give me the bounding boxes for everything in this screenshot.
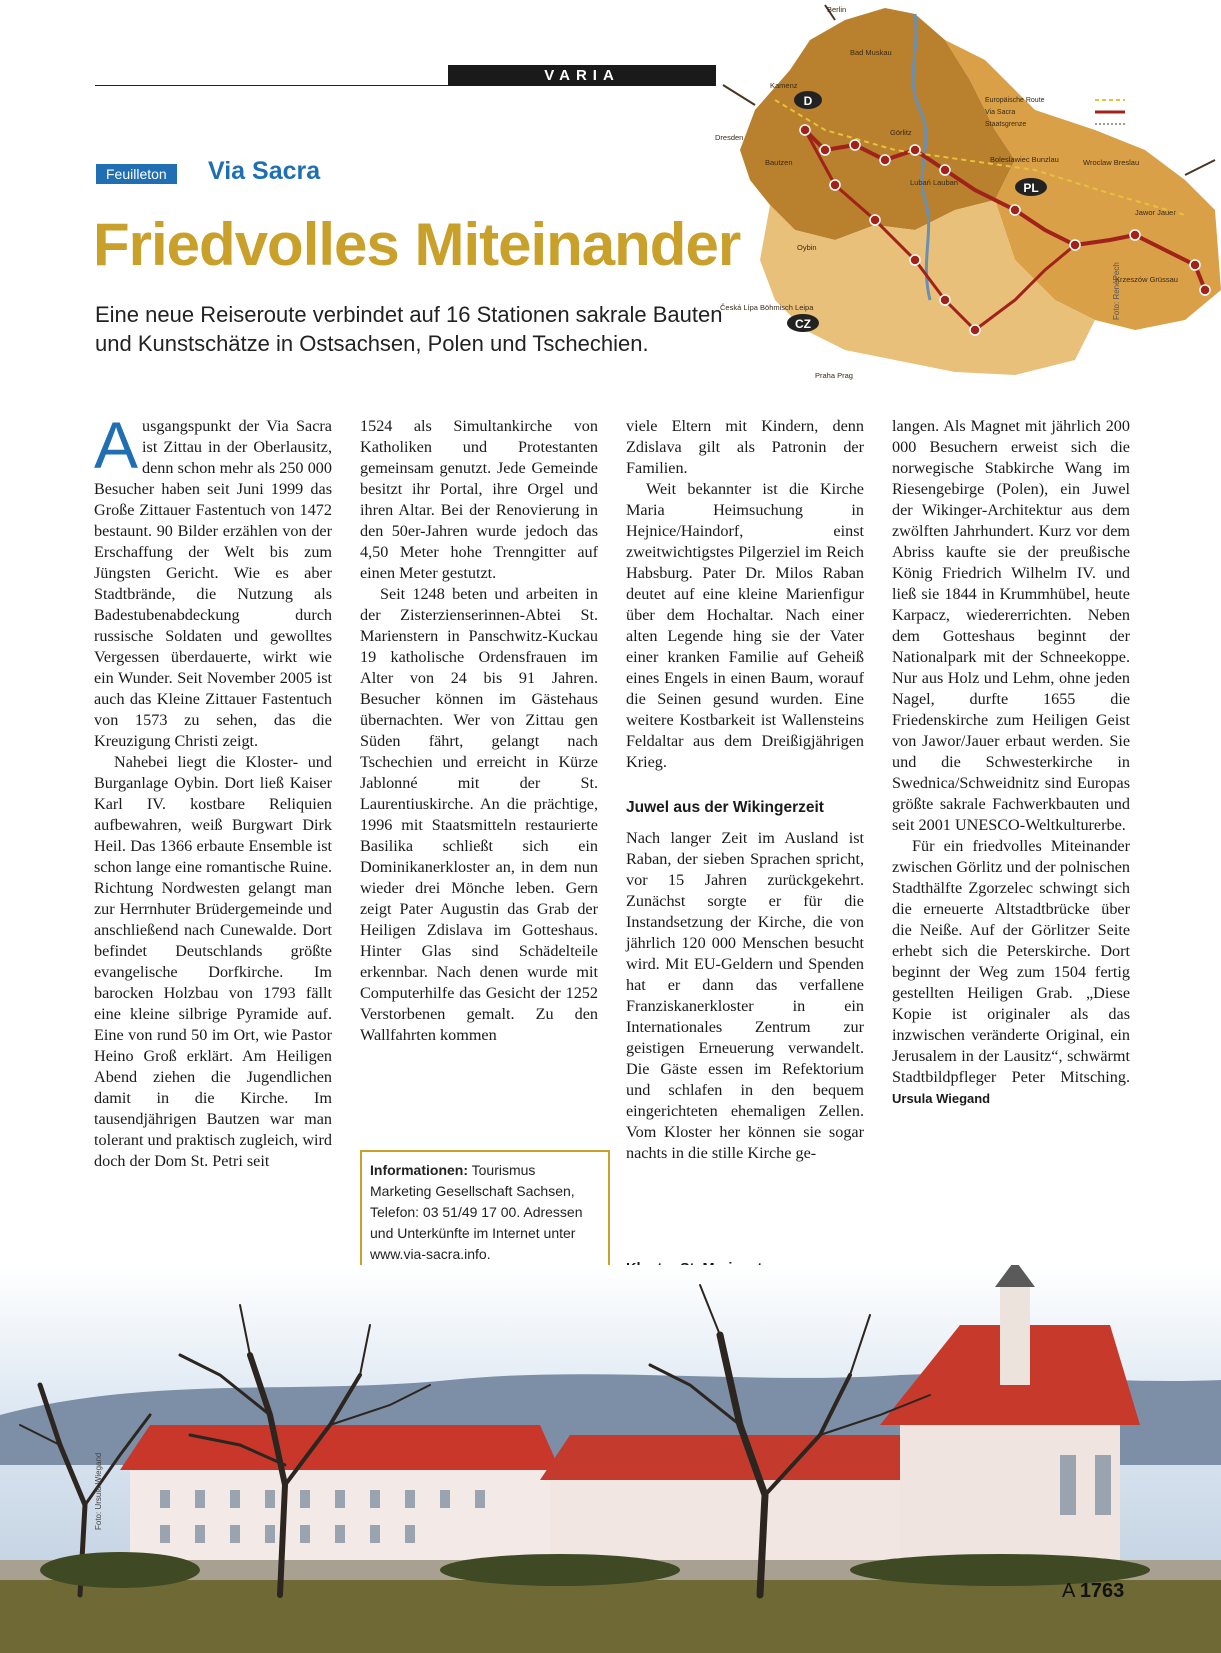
map-label: Wroclaw Breslau	[1083, 158, 1140, 167]
article-column-1	[94, 408, 332, 1172]
route-map	[715, 0, 1221, 410]
map-country-d: D	[803, 94, 813, 108]
svg-text:Europäische Route: Europäische Route	[985, 97, 1045, 104]
roof-left	[120, 1425, 560, 1470]
map-label: Bautzen	[765, 158, 793, 167]
church-body	[900, 1415, 1120, 1560]
building-wing-right	[550, 1475, 910, 1560]
map-station	[1130, 230, 1140, 240]
map-country-cz: CZ	[795, 317, 811, 331]
paragraph: Nahebei liegt die Kloster- und Burganlage Oybin. Dort ließ Kaiser Karl IV. kostbare Reliquien aufbewahren, weiß Burgwart Dirk Heil. Das 1366 erbaute Ensemble ist schon lange eine romantische Ruine. Richtung Nordwesten gelangt man zur Herrnhuter Brüdergemeinde und anschließend nach Cunewalde. Dort befindet Deutschlands größte evangelische Dorfkirche. Im barocken Holzbau von 1793 fällt eine kleine silbrige Pyramide auf. Eine von rund 50 im Ort, wie Pastor Heino Groß erklärt. Am Heiligen Abend ziehen die Jugendlichen damit in die Kirche. Im tausendjährigen Bautzen war man tolerant und praktisch zugleich, wird doch der Dom St. Petri seit	[94, 753, 332, 1170]
dek: Eine neue Reiseroute verbindet auf 16 Stationen sakrale Bauten und Kunstschätze in Ostsachsen, Polen und Tschechien.	[95, 302, 723, 356]
paragraph	[892, 836, 1130, 1109]
headline: Friedvolles Miteinander	[93, 211, 741, 278]
paragraph: viele Eltern mit Kindern, denn Zdislava gilt als Patronin der Familien.	[626, 417, 864, 477]
photo-credit: Foto: Ursula Wiegand	[94, 1452, 103, 1530]
map-label: Bad Muskau	[850, 48, 892, 57]
map-station	[830, 180, 840, 190]
map-label: Praha Prag	[815, 371, 853, 380]
map-credit: Foto: RenéPech	[1112, 262, 1121, 320]
paragraph: Nach langer Zeit im Ausland ist Raban, der sieben Sprachen spricht, vor 15 Jahren zurückgekehrt. Zunächst sorgte er für die Instandsetzung der Kirche, die von jährlich 120 000 Menschen besucht wird. Mit EU-Geldern und Spenden hat er dann das verfallene Franziskanerkloster in ein Internationales Zentrum zur geistigen Erneuerung verwandelt. Die Gäste essen im Refektorium und schlafen in den bequem eingerichteten ehemaligen Zellen. Vom Kloster her können sie sogar nachts in die stille Kirche ge-	[626, 829, 864, 1162]
map-country-pl: PL	[1023, 181, 1039, 195]
meadow	[0, 1575, 1221, 1653]
map-station	[910, 255, 920, 265]
author-byline: Ursula Wiegand	[892, 1091, 991, 1106]
map-arrow-east	[1185, 160, 1215, 175]
paragraph: 1524 als Simultankirche von Katholiken und Protestanten gemeinsam genutzt. Jede Gemeinde besitzt ihr Portal, ihre Orgel und ihren Altar. Bei der Renovierung in den 50er-Jahren wurde jedoch das 4,50 Meter hohe Trenngitter auf einen Meter gestutzt.	[360, 417, 598, 582]
map-label: Berlin	[827, 5, 847, 14]
paragraph: Weit bekannter ist die Kirche Maria Heimsuchung in Hejnice/Haindorf, einst zweitwichtigstes Pilgerziel im Reich Habsburg. Pater Dr. Milos Raban deutet auf eine kleine Marienfigur über dem Hochaltar. Nach einer alten Legende hing sie der Vater einer kranken Familie auf Geheiß eines Engels in einen Baum, worauf die Seinen gesund wurden. Eine weitere Kostbarkeit ist Wallensteins Feldaltar aus dem Dreißigjährigen Krieg.	[626, 480, 864, 771]
monastery-photo	[0, 1265, 1221, 1653]
map-station	[1200, 285, 1210, 295]
map-station	[870, 215, 880, 225]
map-station	[880, 155, 890, 165]
info-label: Informationen:	[370, 1162, 468, 1178]
map-label: Česká Lípa Böhmisch Leipa	[720, 303, 814, 312]
map-station	[820, 145, 830, 155]
map-label: Jawor Jauer	[1135, 208, 1176, 217]
tower	[1000, 1285, 1030, 1385]
map-station	[940, 165, 950, 175]
map-label: Lubań Lauban	[910, 178, 958, 187]
map-station	[940, 295, 950, 305]
map-station	[910, 145, 920, 155]
roof-right	[540, 1435, 920, 1480]
page-number-value: 1763	[1079, 1580, 1125, 1602]
map-station	[970, 325, 980, 335]
article-column-4	[892, 416, 1130, 1109]
map-station	[850, 140, 860, 150]
bush	[40, 1552, 200, 1588]
paragraph	[94, 408, 332, 752]
info-text: Tourismus Marketing Gesellschaft Sachsen, Telefon: 03 51/49 17 00. Adressen und Unterkünfte im Internet unter www.via-sacra.info.	[370, 1162, 583, 1262]
subheading: Juwel aus der Wikingerzeit	[626, 799, 824, 816]
map-label: Dresden	[715, 133, 744, 142]
article-column-2	[360, 416, 598, 1046]
bush	[440, 1554, 680, 1586]
paragraph-text: Für ein friedvolles Miteinander zwischen Görlitz und der polnischen Stadthälfte Zgorzelec schwingt sich die erneuerte Altstadtbrücke über die Neiße. Auf der Görlitzer Seite erhebt sich die Peterskirche. Dort beginnt der Weg zum 1504 fertig gestellten Heiligen Grab. „Diese Kopie ist originaler als das inzwischen veränderte Original, ein Jerusalem in der Lausitz“, schwärmt Stadtbildpfleger Peter Mitsching.	[892, 837, 1130, 1086]
map-label: Oybin	[797, 243, 817, 252]
building-wing-left	[130, 1465, 550, 1560]
map-label: Krzeszów Grüssau	[1115, 275, 1178, 284]
map-station	[1070, 240, 1080, 250]
dropcap: A	[94, 408, 139, 482]
map-label: Kamenz	[770, 81, 798, 90]
map-arrow-west	[723, 85, 755, 105]
svg-text:Staatsgrenze: Staatsgrenze	[985, 121, 1027, 128]
rubric-badge: Feuilleton	[96, 164, 177, 184]
paragraph: langen. Als Magnet mit jährlich 200 000 Besuchern erweist sich die norwegische Stabkirche Wang im Riesengebirge (Polen), ein Juwel der Wikinger-Architektur aus dem zwölften Jahrhundert. Kurz vor dem Abriss kaufte sie der preußische König Friedrich Wilhelm IV. und ließ sie 1844 in Krummhübel, heute Karpacz, wiedererrichten. Neben dem Gotteshaus beginnt der Nationalpark mit der Schneekoppe. Nur aus Holz und Lehm, ohne jeden Nagel, durfte 1655 die Friedenskirche zum Heiligen Geist von Jawor/Jauer erbaut werden. Sie und die Schwesterkirche in Swednica/Schweidnitz sind Europas größte sakrale Fachwerkbauten und seit 2001 UNESCO-Weltkulturerbe.	[892, 417, 1130, 834]
paragraph: Seit 1248 beten und arbeiten in der Zisterzienserinnen-Abtei St. Marienstern in Panschwitz-Kuckau 19 katholische Ordensfrauen im Alter von 24 bis 91 Jahren. Besucher können im Gästehaus übernachten. Wer von Zittau gen Süden fährt, gelangt nach Tschechien und erreicht in Kürze Jablonné mit der St. Laurentiuskirche. An die prächtige, 1996 mit Staatsmitteln restaurierte Basilika schließt sich ein Dominikanerkloster an, in dem nun wieder drei Mönche leben. Gern zeigt Pater Augustin das Grab der Heiligen Zdislava im Gotteshaus. Hinter Glas sind Schädelteile erkennbar. Nach denen wurde mit Computerhilfe das Gesicht der 1252 Verstorbenen gemalt. Zu den Wallfahrten kommen	[360, 585, 598, 1044]
info-box	[360, 1150, 610, 1277]
map-region-germany	[740, 8, 1015, 240]
paragraph-text: usgangspunkt der Via Sacra ist Zittau in der Oberlausitz, denn schon mehr als 250 000 Besucher haben seit Juni 1999 das Große Zittauer Fastentuch von 1472 bestaunt. 90 Bilder erzählen von der Erschaffung der Welt bis zum Jüngsten Gericht. Wie es aber Stadtbrände, die Nutzung als Badestubenabdeckung durch russische Soldaten und gewolltes Vergessen überdauerte, wirkt wie ein Wunder. Seit November 2005 ist auch das Kleine Zittauer Fastentuch von 1573 zu sehen, das die Kreuzigung Christi zeigt.	[94, 417, 332, 750]
section-label: VARIA	[448, 65, 716, 86]
page-prefix: A	[1062, 1580, 1075, 1602]
map-station	[800, 125, 810, 135]
map-label: Görlitz	[890, 128, 912, 137]
article-column-3	[626, 416, 864, 1164]
series-title: Via Sacra	[208, 157, 321, 185]
map-station	[1190, 260, 1200, 270]
page-number	[1062, 1580, 1124, 1603]
map-label: Boleslawiec Bunzlau	[990, 155, 1059, 164]
svg-text:Via Sacra: Via Sacra	[985, 109, 1016, 116]
map-station	[1010, 205, 1020, 215]
